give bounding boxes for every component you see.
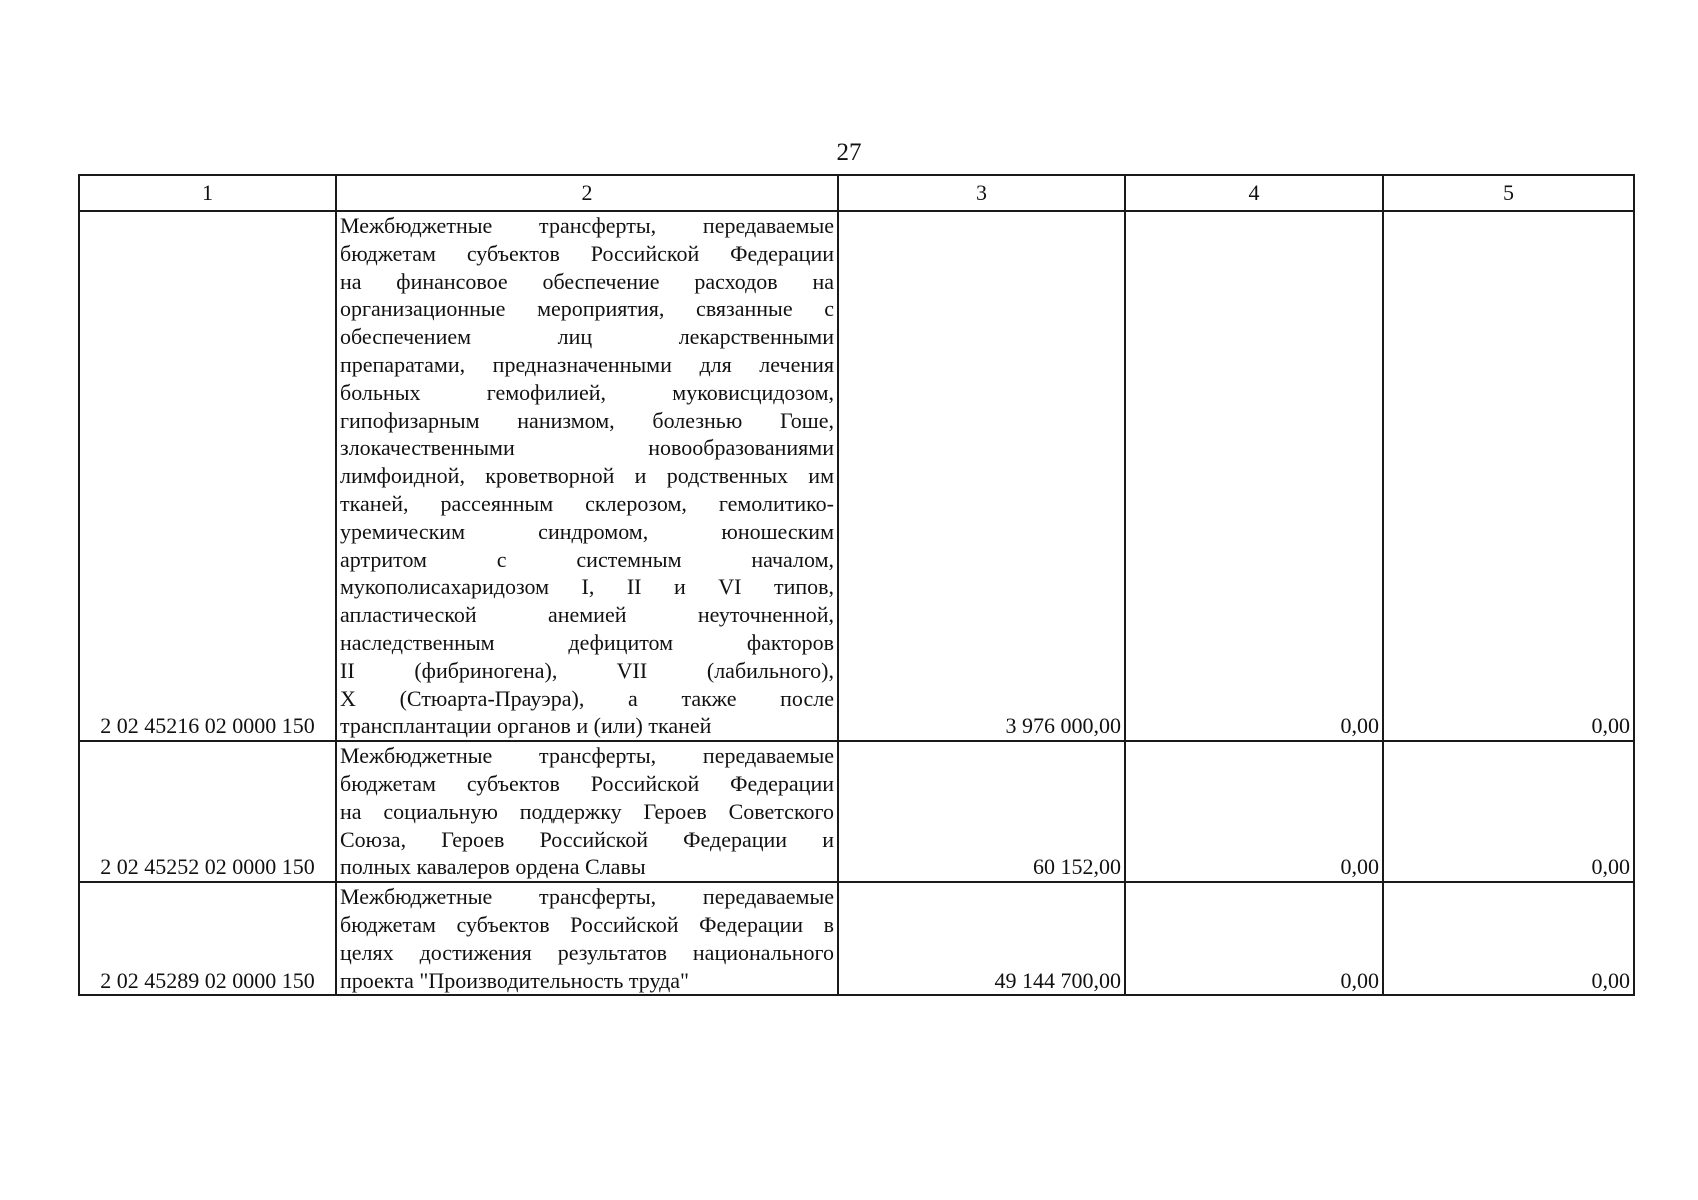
row-col3-value: 49 144 700,00 bbox=[838, 882, 1125, 995]
header-col-4: 4 bbox=[1125, 175, 1383, 211]
description-line: полных кавалеров ордена Славы bbox=[340, 854, 646, 880]
description-line: организационные мероприятия, связанные с bbox=[340, 296, 834, 322]
description-line: на социальную поддержку Героев Советского bbox=[340, 798, 834, 824]
row-code: 2 02 45289 02 0000 150 bbox=[79, 882, 336, 995]
row-col5-value: 0,00 bbox=[1383, 211, 1634, 741]
description-line: апластической анемией неуточненной, bbox=[340, 602, 834, 628]
header-col-3: 3 bbox=[838, 175, 1125, 211]
row-description bbox=[336, 741, 838, 882]
description-line: трансплантации органов и (или) тканей bbox=[340, 713, 712, 739]
row-col4-value: 0,00 bbox=[1125, 741, 1383, 882]
page-number: 27 bbox=[836, 139, 862, 166]
description-line: на финансовое обеспечение расходов на bbox=[340, 268, 834, 294]
description-line: обеспечением лиц лекарственными bbox=[340, 324, 834, 350]
table-row bbox=[79, 882, 1634, 995]
row-col5-value: 0,00 bbox=[1383, 882, 1634, 995]
description-line: тканей, рассеянным склерозом, гемолитико- bbox=[340, 490, 834, 516]
row-code: 2 02 45252 02 0000 150 bbox=[79, 741, 336, 882]
header-col-5: 5 bbox=[1383, 175, 1634, 211]
description-line: уремическим синдромом, юношеским bbox=[340, 518, 834, 544]
description-line: Межбюджетные трансферты, передаваемые bbox=[340, 213, 834, 238]
table-row bbox=[79, 741, 1634, 882]
row-col4-value: 0,00 bbox=[1125, 211, 1383, 741]
description-line: злокачественными новообразованиями bbox=[340, 435, 834, 461]
description-line: Союза, Героев Российской Федерации и bbox=[340, 826, 834, 852]
description-line: мукополисахаридозом I, II и VI типов, bbox=[340, 574, 834, 600]
row-col3-value: 60 152,00 bbox=[838, 741, 1125, 882]
row-description bbox=[336, 211, 838, 741]
description-line: бюджетам субъектов Российской Федерации в bbox=[340, 911, 834, 937]
description-line: бюджетам субъектов Российской Федерации bbox=[340, 240, 834, 266]
row-code: 2 02 45216 02 0000 150 bbox=[79, 211, 336, 741]
description-line: II (фибриногена), VII (лабильного), bbox=[340, 657, 834, 683]
description-line: препаратами, предназначенными для лечения bbox=[340, 351, 834, 377]
description-line: целях достижения результатов национального bbox=[340, 939, 834, 965]
budget-table bbox=[78, 174, 1635, 996]
description-line: Межбюджетные трансферты, передаваемые bbox=[340, 884, 834, 910]
row-description bbox=[336, 882, 838, 995]
row-col4-value: 0,00 bbox=[1125, 882, 1383, 995]
header-row bbox=[79, 175, 1634, 211]
description-line: гипофизарным нанизмом, болезнью Гоше, bbox=[340, 407, 834, 433]
row-col5-value: 0,00 bbox=[1383, 741, 1634, 882]
description-line: больных гемофилией, муковисцидозом, bbox=[340, 379, 834, 405]
table-row bbox=[79, 211, 1634, 741]
row-col3-value: 3 976 000,00 bbox=[838, 211, 1125, 741]
description-line: бюджетам субъектов Российской Федерации bbox=[340, 770, 834, 796]
description-line: артритом с системным началом, bbox=[340, 546, 834, 572]
description-line: лимфоидной, кроветворной и родственных им bbox=[340, 463, 834, 489]
description-line: наследственным дефицитом факторов bbox=[340, 629, 834, 655]
description-line: проекта "Производительность труда" bbox=[340, 967, 690, 993]
description-line: Межбюджетные трансферты, передаваемые bbox=[340, 743, 834, 769]
header-col-1: 1 bbox=[79, 175, 336, 211]
header-col-2: 2 bbox=[336, 175, 838, 211]
description-line: X (Стюарта-Прауэра), а также после bbox=[340, 685, 834, 711]
